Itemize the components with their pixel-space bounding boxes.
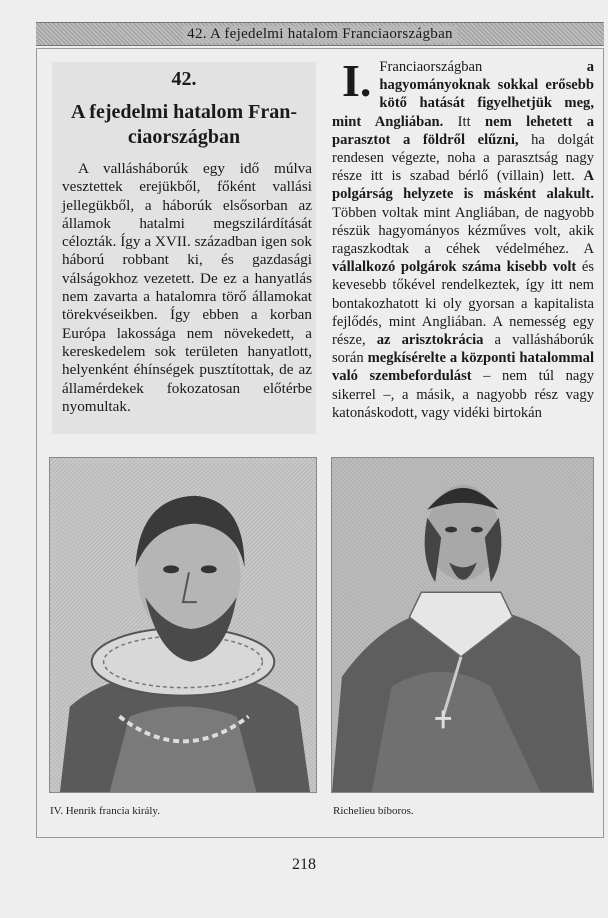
running-header-title: 42. A fejedelmi hatalom Franciaországban xyxy=(183,26,457,43)
chapter-title-line2: ciaországban xyxy=(127,126,241,148)
running-header xyxy=(36,22,604,46)
text-run: a vallásháborúk során xyxy=(332,332,594,367)
bold-text-run: nem lehetett a parasztot a földről elűzni, xyxy=(332,113,594,148)
portrait-richelieu xyxy=(331,457,594,793)
page-number: 218 xyxy=(292,856,316,873)
bold-text-run: vállalkozó polgárok száma kisebb volt xyxy=(332,259,577,276)
caption-richelieu: Richelieu bíboros. xyxy=(333,805,414,817)
chapter-title xyxy=(56,100,312,150)
portrait-henry-iv-drawing xyxy=(50,458,316,792)
text-run: Itt xyxy=(443,113,486,130)
text-run: Többen voltak mint Angliában, de nagyobb részük hagyományos kézműves volt, akik ragaszkodtak a céhek védelméhez. A xyxy=(332,204,594,258)
left-paragraph: A vallásháborúk egy idő múlva vesztettek erejükből, főként vallási jellegükből, a háborúk elsősorban az államok hatalmi megszilárdítását célozták. Így a XVII. században igen sok háború robbant ki, és gazdasági válságokhoz vezetett. De ez a hanyatlás nem zavarta a hatalomra törő államokat törekvéseikben. Így ebben a korban Európa lakossága nem növekedett, a kereskedelem sok területen hanyatlott, helyenként éhínségek pusztítottak, de az államérdekek fokozatosan előtérbe nyomultak. xyxy=(62,160,312,415)
drop-cap: I. xyxy=(342,55,372,106)
caption-henry-iv: IV. Henrik francia király. xyxy=(50,805,160,817)
chapter-title-line1: A fejedelmi hatalom Fran- xyxy=(70,101,298,123)
right-paragraph xyxy=(332,55,594,422)
bold-text-run: az arisztokrácia xyxy=(376,332,484,349)
bold-text-run: megkísérelte a központi hatalommal való szembefordulást xyxy=(332,350,594,385)
portrait-richelieu-drawing xyxy=(332,458,593,792)
portrait-henry-iv xyxy=(49,457,317,793)
text-run: Franciaországban xyxy=(379,59,587,75)
bold-text-run: A polgárság helyzete is másként alakult. xyxy=(332,168,594,203)
chapter-number: 42. xyxy=(171,68,197,90)
right-paragraph-body xyxy=(332,55,594,421)
text-run: és kevesebb tőkével rendelkeztek, így itt nem bontakozhatott ki oly gyorsan a kapitalista fejlődés, mint Angliában. A nemesség egy része, xyxy=(332,259,594,349)
bold-text-run: a hagyományoknak sokkal erősebb kötő hatását figyelhetjük meg, mint Angliában. xyxy=(332,59,594,130)
text-run: ha dolgát rendesen végezte, noha a parasztság nagy része itt is szabad bérlő (villain) lett. xyxy=(332,131,594,185)
text-run: – nem túl nagy sikerrel –, a másik, a nagyobb rész vagy katonáskodott, vagy vidéki birtokán xyxy=(332,368,594,421)
